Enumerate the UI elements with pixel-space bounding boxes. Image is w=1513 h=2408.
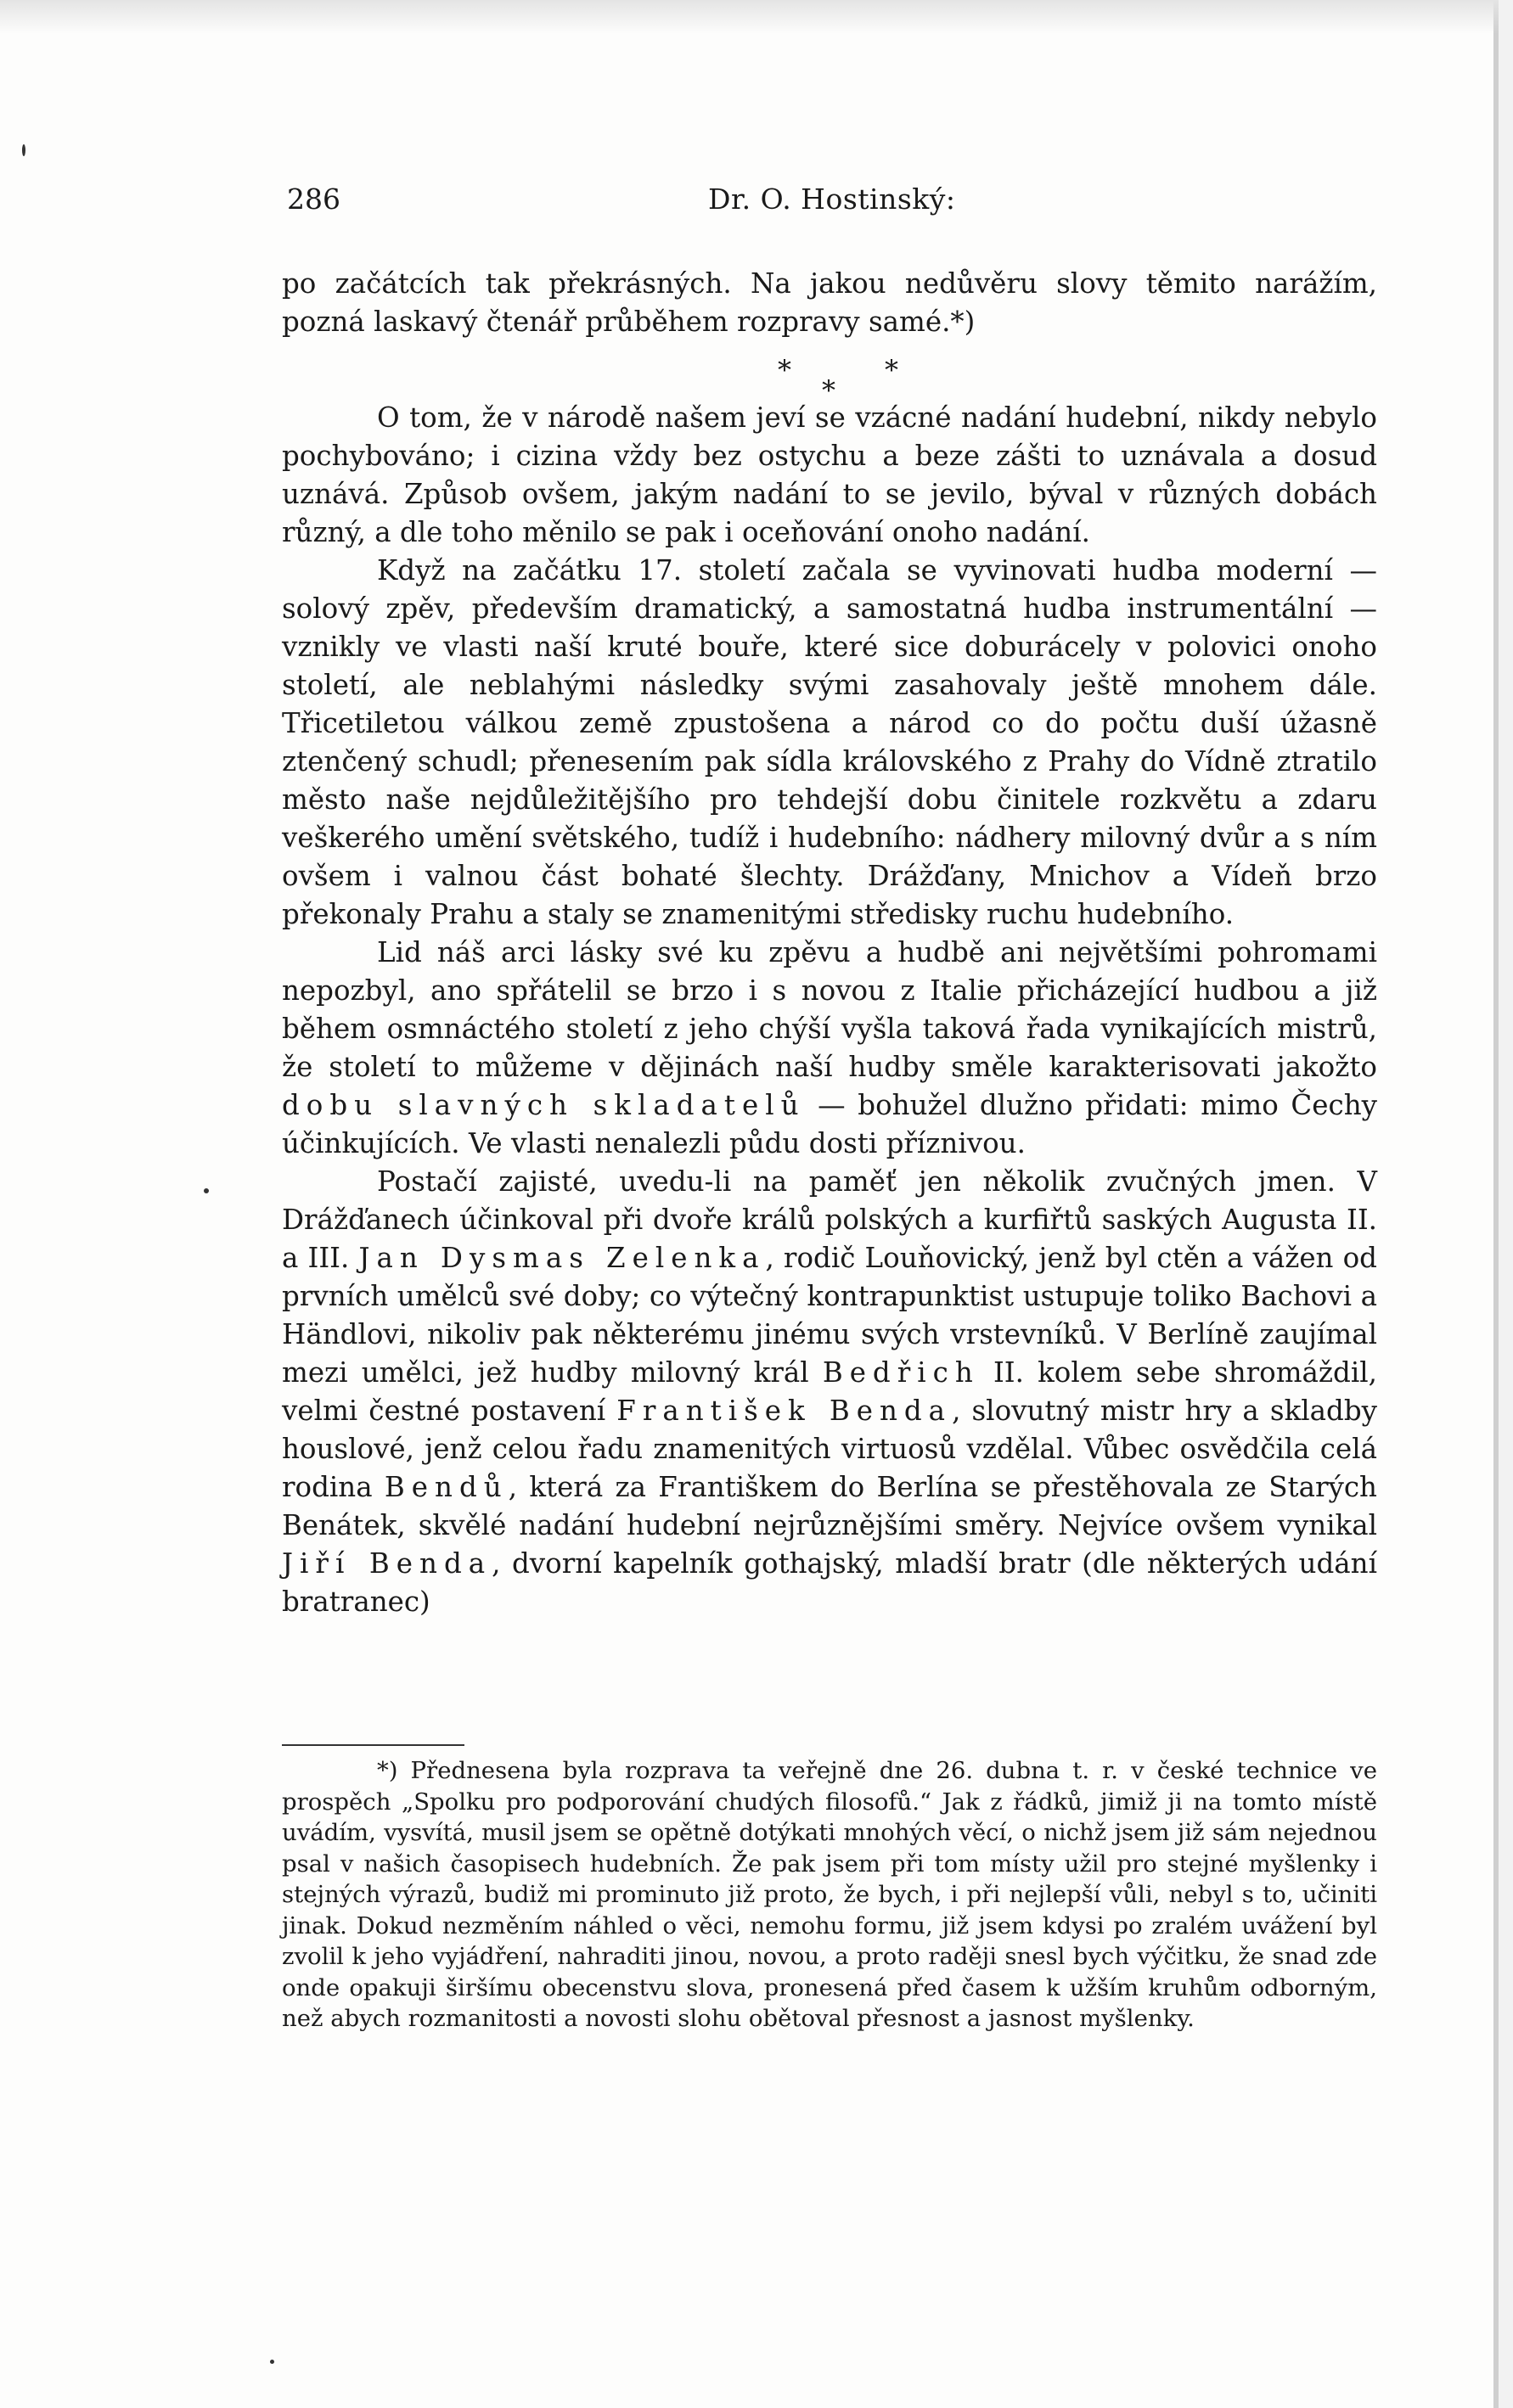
paragraph-4-text-a: Postačí zajisté, uvedu-li na paměť jen několik zvučných jmen. V Drážďanech účinkoval při dvoře králů polských a kurfiřtů saských Augusta II. a III.: [282, 1165, 1377, 1274]
page-number: 286: [287, 182, 340, 216]
page-header: [287, 182, 1375, 225]
name-jiri-benda: Jiří Benda: [282, 1547, 492, 1580]
paragraph-4-text-c: II. kolem sebe shromáždil, velmi čestné postavení: [282, 1356, 1377, 1427]
paragraph-3-text-b: — bohužel dlužno přidati: mimo Čechy účinkujících. Ve vlasti nenalezli půdu dosti příznivou.: [282, 1089, 1377, 1159]
emphasis-dobu-slavnych-skladatelu: dobu slavných skladatelů: [282, 1089, 806, 1121]
running-head: Dr. O. Hostinský:: [708, 182, 956, 216]
margin-speck: [270, 2360, 274, 2364]
section-break-star: *: [778, 354, 791, 386]
paragraph-1: O tom, že v národě našem jeví se vzácné nadání hudební, nikdy nebylo pochybováno; i cizina vždy bez ostychu a beze zášti to uznávala a dosud uznává. Způsob ovšem, jakým nadání to se jevilo, býval v různých dobách různý, a dle toho měnilo se pak i oceňování onoho nadání.: [282, 401, 1377, 548]
section-break-star: *: [822, 374, 835, 407]
name-jan-dysmas-zelenka: Jan Dysmas Zelenka: [358, 1242, 766, 1274]
page-edge-shadow: [0, 0, 1499, 34]
name-bendu: Bendů: [384, 1471, 509, 1503]
main-text: [282, 265, 1377, 1621]
paragraph-3-text-a: Lid náš arci lásky své ku zpěvu a hudbě ani největšími pohromami nepozbyl, ano spřátelil se brzo i s novou z Italie přicházející hudbou a již během osmnáctého století z jeho chýší vyšla taková řada vynikajících mistrů, že století to můžeme v dějinách naší hudby směle karakterisovati jakožto: [282, 936, 1377, 1083]
margin-speck: [204, 1188, 209, 1193]
paragraph-continuation: po začátcích tak překrásných. Na jakou nedůvěru slovy těmito narážím, pozná laskavý čtenář průběhem rozpravy samé.*): [282, 267, 1377, 338]
paragraph-4-text-d: , slovutný mistr hry a skladby houslové, jenž celou řadu znamenitých virtuosů vzdělal. Vůbec osvědčila celá rodina: [282, 1395, 1377, 1503]
name-bedrich: Bedřich: [822, 1356, 980, 1389]
margin-speck: [22, 144, 25, 156]
footnote-rule: [282, 1744, 464, 1746]
section-break: [282, 341, 1377, 407]
section-break-star: *: [885, 354, 898, 386]
paragraph-3: [282, 934, 1377, 1163]
paragraph-4-text-b: , rodič Louňovický, jenž byl ctěn a vážen od prvních umělců své doby; co výtečný kontrapunktist ustupuje toliko Bachovi a Händlovi, nikoliv pak některému jinému svých vrstevníků. V Berlíně zaujímal mezi umělci, jež hudby milovný král: [282, 1242, 1377, 1389]
paragraph-4-text-f: , dvorní kapelník gothajský, mladší bratr (dle některých udání bratranec): [282, 1547, 1377, 1618]
paragraph-4: [282, 1163, 1377, 1621]
name-frantisek-benda: František Benda: [616, 1395, 953, 1427]
footnote-text: *) Přednesena byla rozprava ta veřejně dne 26. dubna t. r. v české technice ve prospěch „Spolku pro podporování chudých filosofů.“ Jak z řádků, jimiž ji na tomto místě uvádím, vysvítá, musil jsem se opětně dotýkati mnohých věcí, o nichž jsem již sám nejednou psal v našich časopisech hudebních. Že pak jsem při tom místy užil pro stejné myšlenky i stejných výrazů, budiž mi prominuto již proto, že bych, i při nejlepší vůli, nebyl s to, učiniti jinak. Dokud nezměním náhled o věci, nemohu formu, již jsem kdysi po zralém uvážení byl zvolil k jeho vyjádření, nahraditi jinou, novou, a proto raději snesl bych výčitku, že snad zde onde opakuji širšímu obecenstvu slova, pronesená před časem k užším kruhům odborným, než abych rozmanitosti a novosti slohu obětoval přesnost a jasnost myšlenky.: [282, 1757, 1377, 2032]
paragraph-2: Když na začátku 17. století začala se vyvinovati hudba moderní — solový zpěv, především dramatický, a samostatná hudba instrumentální — vznikly ve vlasti naší kruté bouře, které sice doburácely v polovici onoho století, ale neblahými následky svými zasahovaly ještě mnohem dále. Třicetiletou válkou země zpustošena a národ co do počtu duší úžasně ztenčený schudl; přenesením pak sídla královského z Prahy do Vídně ztratilo město naše nejdůležitějšího pro tehdejší dobu činitele rozkvětu a zdaru veškerého umění světského, tudíž i hudebního: nádhery milovný dvůr a s ním ovšem i valnou část bohaté šlechty. Drážďany, Mnichov a Vídeň brzo překonaly Prahu a staly se znamenitými středisky ruchu hudebního.: [282, 554, 1377, 930]
footnote: [282, 1755, 1377, 2035]
paragraph-4-text-e: , která za Františkem do Berlína se přestěhovala ze Starých Benátek, skvělé nadání hudební nejrůznějšími směry. Nejvíce ovšem vynikal: [282, 1471, 1377, 1541]
